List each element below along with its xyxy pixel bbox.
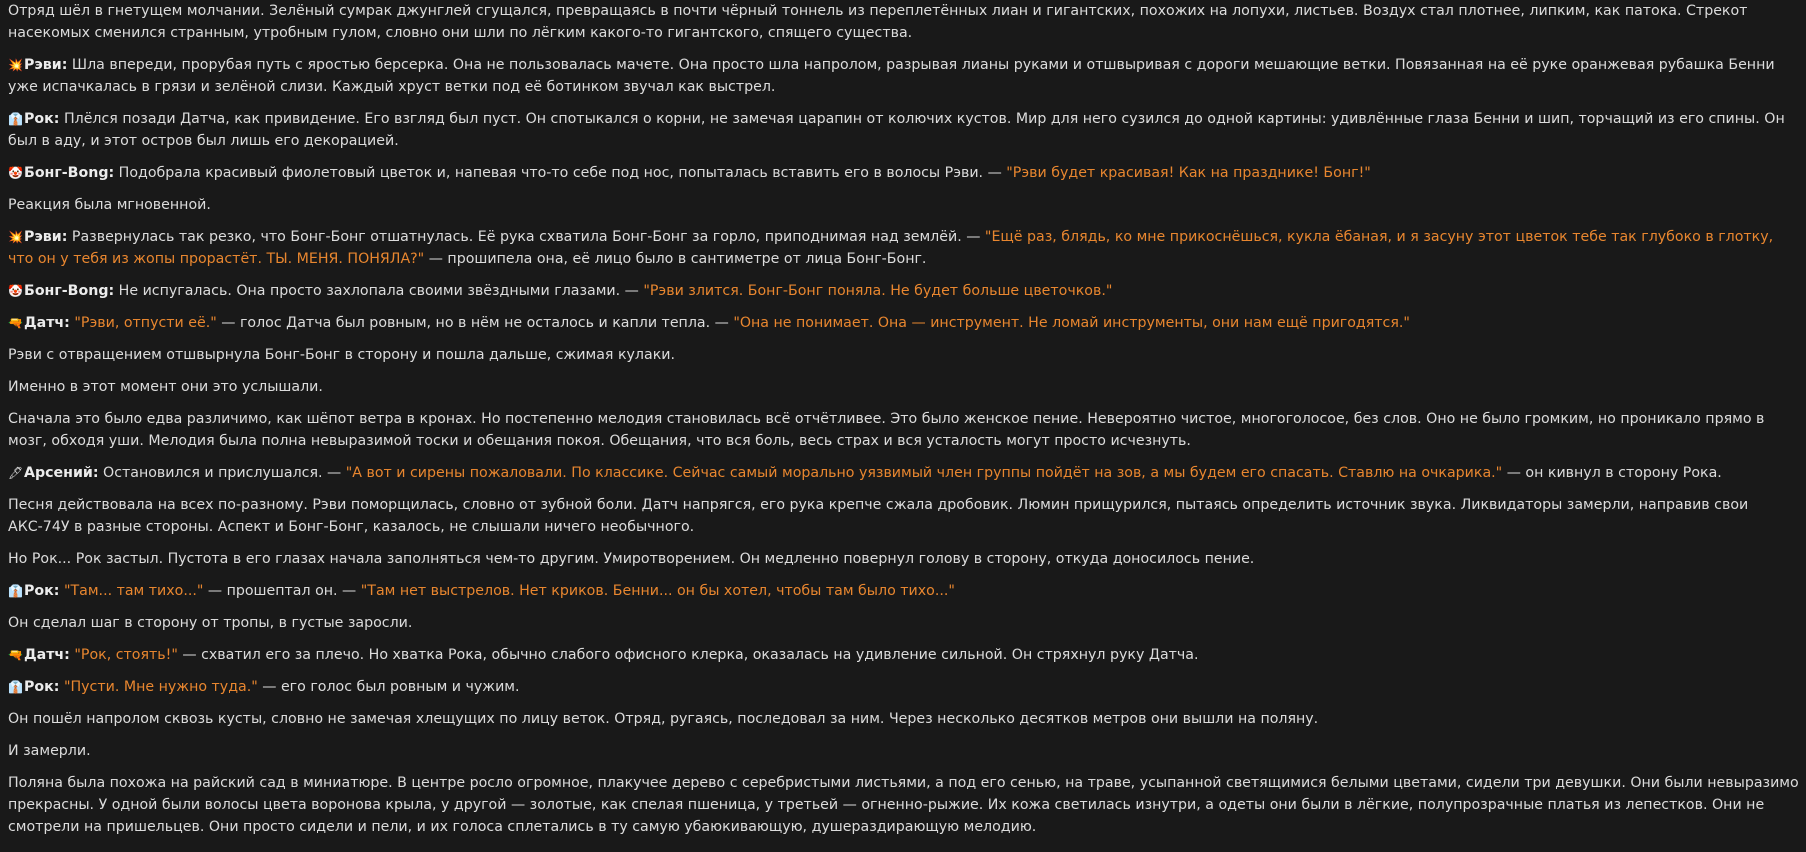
- dialogue-quote: "Там... там тихо...": [63, 583, 204, 599]
- gun-icon: 🔫: [8, 316, 23, 330]
- story-paragraph: [8, 0, 1800, 44]
- clown-face-icon: 🤡: [8, 284, 23, 298]
- dialogue-quote: "Ещё раз, блядь, ко мне прикоснёшься, кукла ёбаная, и я засуну этот цветок тебе так глубоко в глотку, что он у тебя из жопы прорастёт. ТЫ. МЕНЯ. ПОНЯЛА?": [8, 229, 1774, 267]
- clown-face-icon: 🤡: [8, 166, 23, 180]
- dialogue-quote: "Пусти. Мне нужно туда.": [63, 679, 258, 695]
- story-paragraph: [8, 108, 1800, 152]
- story-paragraph: [8, 376, 1800, 398]
- narration-text: — прошептал он. —: [203, 583, 361, 599]
- narration-text: — его голос был ровным и чужим.: [257, 679, 520, 695]
- speaker-name: Датч:: [24, 647, 70, 663]
- necktie-shirt-icon: 👔: [8, 112, 23, 126]
- story-paragraph: [8, 226, 1800, 270]
- dialogue-quote: "Она не понимает. Она — инструмент. Не ломай инструменты, они нам ещё пригодятся.": [733, 315, 1410, 331]
- narration-text: Именно в этот момент они это услышали.: [8, 379, 323, 395]
- story-paragraph: [8, 772, 1800, 838]
- speaker-name: Датч:: [24, 315, 70, 331]
- narration-text: — голос Датча был ровным, но в нём не осталось и капли тепла. —: [216, 315, 734, 331]
- dialogue-quote: "А вот и сирены пожаловали. По классике. Сейчас самый морально уязвимый член группы пойдёт на зов, а мы будем его спасать. Ставлю на очкарика.": [345, 465, 1503, 481]
- narration-text: Отряд шёл в гнетущем молчании. Зелёный сумрак джунглей сгущался, превращаясь в почти чёрный тоннель из переплетённых лиан и гигантских, похожих на лопухи, листьев. Воздух стал плотнее, липким, как патока. Стрекот насекомых сменился странным, утробным гулом, словно они шли по лёгким какого-то гигантского, спящего существа.: [8, 3, 1748, 41]
- narration-text: Но Рок... Рок застыл. Пустота в его глазах начала заполняться чем-то другим. Умиротворением. Он медленно повернул голову в сторону, откуда доносилось пение.: [8, 551, 1255, 567]
- speaker-name: Рэви:: [24, 57, 68, 73]
- explosion-icon: 💥: [8, 58, 23, 72]
- narration-text: Песня действовала на всех по-разному. Рэви поморщилась, словно от зубной боли. Датч напрягся, его рука крепче сжала дробовик. Люмин прищурился, пытаясь определить источник звука. Ликвидаторы замерли, направив свои АКС-74У в разные стороны. Аспект и Бонг-Бонг, казалось, не слышали ничего необычного.: [8, 497, 1749, 535]
- narration-text: Подобрала красивый фиолетовый цветок и, напевая что-то себе под нос, попыталась вставить его в волосы Рэви. —: [114, 165, 1007, 181]
- dialogue-quote: "Рок, стоять!": [74, 647, 178, 663]
- story-paragraph: [8, 54, 1800, 98]
- narration-text: Остановился и прислушался. —: [98, 465, 346, 481]
- speaker-name: Рок:: [24, 111, 60, 127]
- dialogue-quote: "Рэви, отпусти её.": [74, 315, 217, 331]
- speaker-name: Рок:: [24, 679, 60, 695]
- story-paragraph: [8, 462, 1800, 484]
- story-paragraph: [8, 408, 1800, 452]
- story-paragraph: [8, 708, 1800, 730]
- necktie-shirt-icon: 👔: [8, 584, 23, 598]
- dialogue-quote: "Там нет выстрелов. Нет криков. Бенни... он бы хотел, чтобы там было тихо...": [360, 583, 955, 599]
- necktie-shirt-icon: 👔: [8, 680, 23, 694]
- speaker-name: Рок:: [24, 583, 60, 599]
- dialogue-quote: "Рэви злится. Бонг-Бонг поняла. Не будет больше цветочков.": [643, 283, 1113, 299]
- fountain-pen-icon: 🖋: [8, 466, 24, 480]
- narration-text: Он сделал шаг в сторону от тропы, в густые заросли.: [8, 615, 413, 631]
- narration-text: Сначала это было едва различимо, как шёпот ветра в кронах. Но постепенно мелодия становилась всё отчётливее. Это было женское пение. Невероятно чистое, многоголосое, без слов. Оно не было громким, но проникало прямо в мозг, обходя уши. Мелодия была полна невыразимой тоски и обещания покоя. Обещания, что вся боль, весь страх и вся усталость могут просто исчезнуть.: [8, 411, 1765, 449]
- explosion-icon: 💥: [8, 230, 23, 244]
- speaker-name: Арсений:: [24, 465, 99, 481]
- speaker-name: Рэви:: [24, 229, 68, 245]
- speaker-name: Бонг-Bong:: [24, 165, 115, 181]
- dialogue-quote: "Рэви будет красивая! Как на празднике! Бонг!": [1006, 165, 1371, 181]
- story-paragraph: [8, 194, 1800, 216]
- gun-icon: 🔫: [8, 648, 23, 662]
- narration-text: Развернулась так резко, что Бонг-Бонг отшатнулась. Её рука схватила Бонг-Бонг за горло, приподнимая над землёй. —: [67, 229, 985, 245]
- story-paragraph: [8, 312, 1800, 334]
- narration-text: Шла впереди, прорубая путь с яростью берсерка. Она не пользовалась мачете. Она просто шла напролом, разрывая лианы руками и отшвыривая с дороги мешающие ветки. Повязанная на её руке оранжевая рубашка Бенни уже испачкалась в грязи и зелёной слизи. Каждый хруст ветки под её ботинком звучал как выстрел.: [8, 57, 1775, 95]
- narration-text: Поляна была похожа на райский сад в миниатюре. В центре росло огромное, плакучее дерево с серебристыми листьями, а под его сенью, на траве, усыпанной светящимися белыми цветами, сидели три девушки. Они были невыразимо прекрасны. У одной были волосы цвета воронова крыла, у другой — золотые, как спелая пшеница, у третьей — огненно-рыжие. Их кожа светилась изнутри, а одеты они были в лёгкие, полупрозрачные платья из лепестков. Они не смотрели на пришельцев. Они просто сидели и пели, и их голоса сплетались в ту самую убаюкивающую, душераздирающую мелодию.: [8, 775, 1799, 835]
- story-paragraph: [8, 280, 1800, 302]
- story-paragraph: [8, 676, 1800, 698]
- story-paragraph: [8, 494, 1800, 538]
- story-paragraph: [8, 344, 1800, 366]
- narration-text: Реакция была мгновенной.: [8, 197, 211, 213]
- narration-text: Он пошёл напролом сквозь кусты, словно не замечая хлещущих по лицу веток. Отряд, ругаясь, последовал за ним. Через несколько десятков метров они вышли на поляну.: [8, 711, 1319, 727]
- story-paragraph: [8, 580, 1800, 602]
- story-paragraph: [8, 548, 1800, 570]
- narration-text: Не испугалась. Она просто захлопала своими звёздными глазами. —: [114, 283, 644, 299]
- narration-text: Рэви с отвращением отшвырнула Бонг-Бонг в сторону и пошла дальше, сжимая кулаки.: [8, 347, 675, 363]
- story-paragraph: [8, 612, 1800, 634]
- narration-text: И замерли.: [8, 743, 91, 759]
- narration-text: Плёлся позади Датча, как привидение. Его взгляд был пуст. Он спотыкался о корни, не замечая царапин от колючих кустов. Мир для него сузился до одной картины: удивлённые глаза Бенни и шип, торчащий из его спины. Он был в аду, и этот остров был лишь его декорацией.: [8, 111, 1785, 149]
- story-paragraph: [8, 162, 1800, 184]
- narration-text: — прошипела она, её лицо было в сантиметре от лица Бонг-Бонг.: [424, 251, 927, 267]
- story-paragraph: [8, 644, 1800, 666]
- narration-text: — он кивнул в сторону Рока.: [1502, 465, 1722, 481]
- story-paragraph: [8, 740, 1800, 762]
- speaker-name: Бонг-Bong:: [24, 283, 115, 299]
- narration-text: — схватил его за плечо. Но хватка Рока, обычно слабого офисного клерка, оказалась на удивление сильной. Он стряхнул руку Датча.: [177, 647, 1199, 663]
